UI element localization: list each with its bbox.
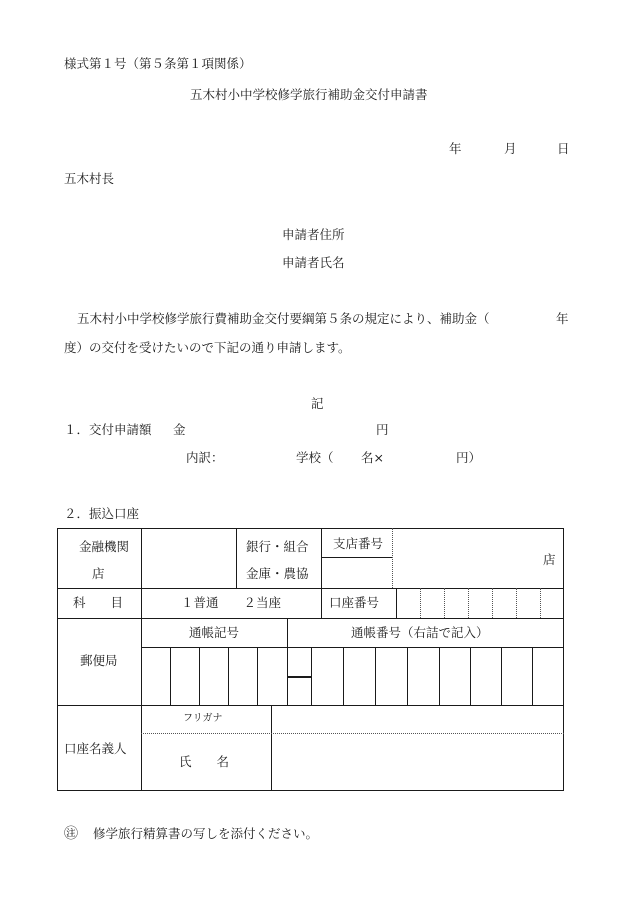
digit-divider bbox=[540, 588, 541, 618]
digit-divider bbox=[170, 647, 171, 705]
digit-divider bbox=[439, 647, 440, 705]
date-year-label: 年 bbox=[449, 141, 462, 156]
branch-number-divider bbox=[321, 557, 392, 558]
applicant-address-label: 申請者住所 bbox=[282, 227, 345, 242]
digit-divider bbox=[311, 647, 312, 705]
column-divider bbox=[236, 528, 237, 588]
digit-divider bbox=[199, 647, 200, 705]
column-divider bbox=[271, 705, 272, 791]
breakdown-persons: 名× bbox=[361, 450, 384, 465]
document-title: 五木村小中学校修学旅行補助金交付申請書 bbox=[190, 87, 428, 102]
digit-divider bbox=[516, 588, 517, 618]
bank-type-2: 金庫・農協 bbox=[246, 566, 309, 581]
bank-label-2: 店 bbox=[92, 566, 105, 581]
digit-divider bbox=[257, 647, 258, 705]
note-text: 修学旅行精算書の写しを添付ください。 bbox=[93, 826, 319, 841]
column-divider bbox=[287, 618, 288, 705]
branch-number-label: 支店番号 bbox=[333, 536, 384, 551]
account-type-label: 科 目 bbox=[73, 595, 124, 610]
form-number: 様式第１号（第５条第１項関係） bbox=[64, 56, 252, 71]
bank-label-1: 金融機関 bbox=[79, 539, 130, 554]
date-month-label: 月 bbox=[504, 141, 517, 156]
digit-divider bbox=[492, 588, 493, 618]
digit-divider bbox=[375, 647, 376, 705]
digit-divider bbox=[420, 588, 421, 618]
account-holder-label: 口座名義人 bbox=[64, 741, 127, 756]
post-office-label: 郵便局 bbox=[80, 653, 118, 668]
body-line-2: 度）の交付を受けたいので下記の通り申請します。 bbox=[64, 340, 351, 355]
column-divider bbox=[141, 528, 142, 791]
breakdown-yen: 円） bbox=[456, 450, 482, 465]
item1-label: １．交付申請額 bbox=[64, 422, 152, 437]
branch-suffix: 店 bbox=[543, 552, 556, 567]
dotted-divider bbox=[392, 528, 393, 588]
applicant-name-label: 申請者氏名 bbox=[282, 255, 345, 270]
digit-divider bbox=[470, 647, 471, 705]
passbook-number-label: 通帳番号（右詰で記入） bbox=[351, 625, 489, 640]
addressee: 五木村長 bbox=[64, 171, 115, 186]
digit-divider bbox=[228, 647, 229, 705]
digit-divider bbox=[468, 588, 469, 618]
digit-divider bbox=[444, 588, 445, 618]
column-divider bbox=[321, 528, 322, 588]
body-line-1-year: 年 bbox=[556, 311, 569, 326]
column-divider bbox=[396, 588, 397, 618]
digit-divider bbox=[501, 647, 502, 705]
digit-divider bbox=[343, 647, 344, 705]
row-divider bbox=[57, 588, 564, 589]
breakdown-label: 内訳： bbox=[186, 450, 224, 465]
digit-divider bbox=[532, 647, 533, 705]
row-divider bbox=[57, 618, 564, 619]
digit-divider bbox=[407, 647, 408, 705]
body-line-1: 五木村小中学校修学旅行費補助金交付要綱第５条の規定により、補助金（ bbox=[77, 311, 490, 326]
bank-type-1: 銀行・組合 bbox=[246, 539, 309, 554]
column-divider bbox=[321, 588, 322, 618]
furigana-label: フリガナ bbox=[183, 713, 223, 724]
item1-kin: 金 bbox=[173, 422, 186, 437]
item2-label: ２．振込口座 bbox=[64, 506, 140, 521]
breakdown-school: 学校（ bbox=[296, 450, 334, 465]
hyphen-mark bbox=[288, 676, 311, 678]
account-type-value: １普通 ２当座 bbox=[181, 595, 282, 610]
row-divider bbox=[57, 705, 564, 706]
ki-marker: 記 bbox=[311, 396, 324, 411]
date-day-label: 日 bbox=[557, 141, 570, 156]
item1-yen: 円 bbox=[376, 422, 389, 437]
holder-name-label: 氏 名 bbox=[179, 754, 230, 769]
furigana-divider bbox=[141, 733, 564, 734]
note-mark-icon: ㊟ bbox=[64, 826, 78, 842]
account-number-label: 口座番号 bbox=[329, 595, 380, 610]
passbook-symbol-label: 通帳記号 bbox=[189, 625, 240, 640]
